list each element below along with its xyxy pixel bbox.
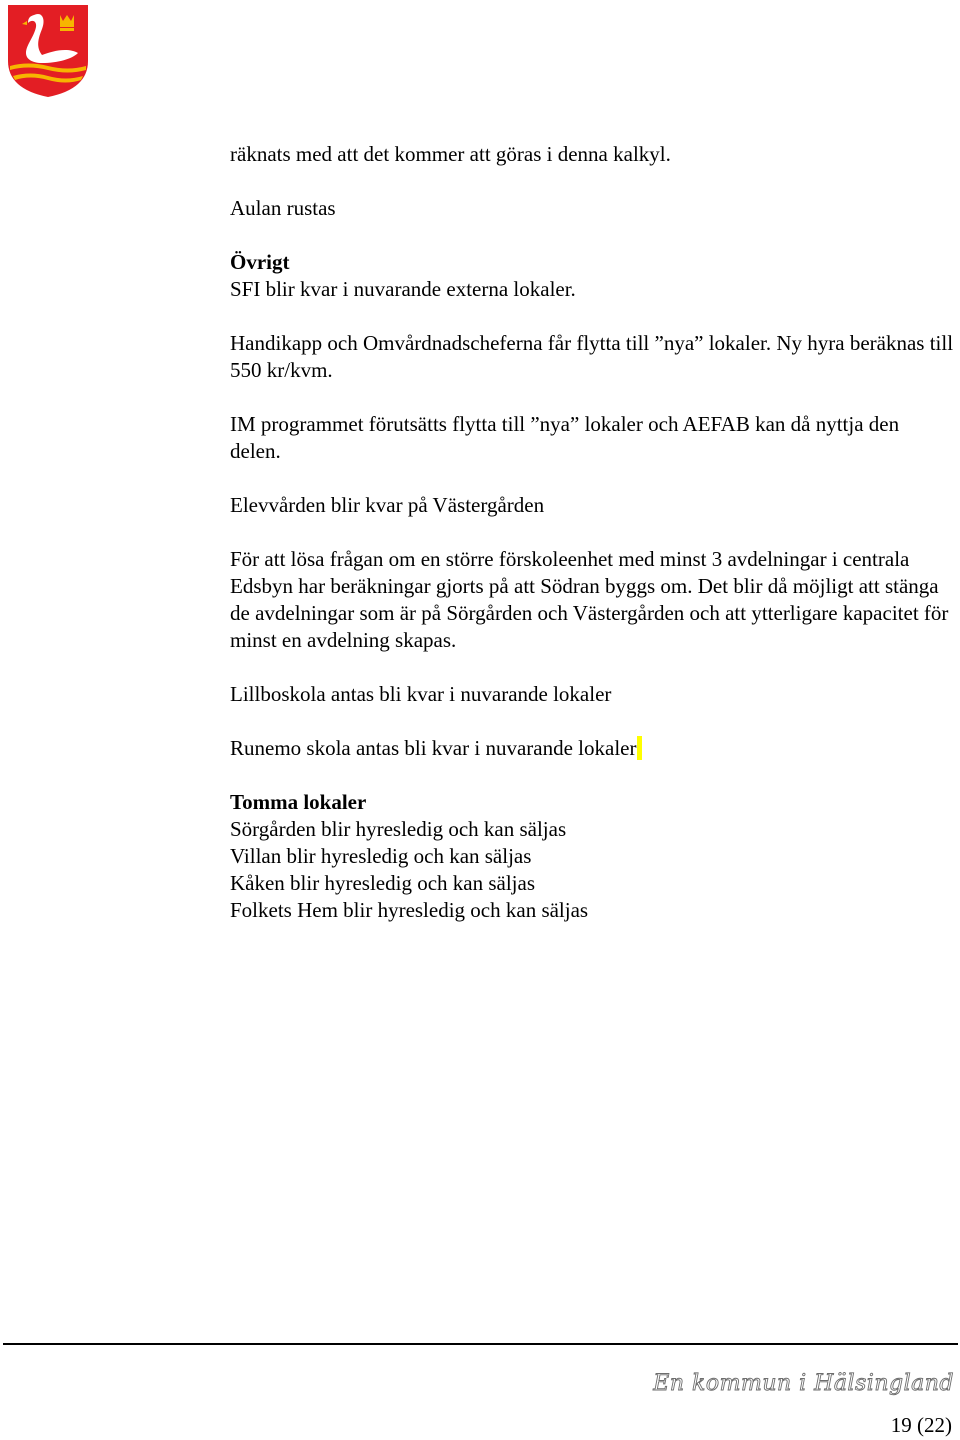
paragraph-forskoleenhet: För att lösa frågan om en större förskoleenhet med minst 3 avdelningar i centrala Edsbyn har beräkningar gjorts på att Södran byggs om. Det blir då möjligt att stänga de avdelningar som är på Sörgården och Västergården och att ytterligare kapacitet för minst en avdelning skapas. — [230, 547, 949, 652]
section-tomma-lokaler — [230, 789, 955, 924]
list-item: Sörgården blir hyresledig och kan säljas — [230, 817, 567, 841]
runemo-text: Runemo skola antas bli kvar i nuvarande lokaler — [230, 736, 637, 760]
list-item: Folkets Hem blir hyresledig och kan säljas — [230, 898, 589, 922]
paragraph-elevvarden: Elevvården blir kvar på Västergården — [230, 493, 545, 517]
heading-ovrigt: Övrigt — [230, 250, 290, 274]
page-number: 19 (22) — [890, 1413, 952, 1437]
paragraph-aulan: Aulan rustas — [230, 196, 336, 220]
footer-tagline: En kommun i Hälsingland — [653, 1371, 954, 1396]
list-item: Villan blir hyresledig och kan säljas — [230, 844, 532, 868]
heading-tomma-lokaler: Tomma lokaler — [230, 790, 367, 814]
section-ovrigt — [230, 249, 955, 303]
coat-of-arms-icon — [6, 3, 90, 99]
paragraph-runemo — [230, 735, 955, 762]
paragraph-lillboskola: Lillboskola antas bli kvar i nuvarande lokaler — [230, 682, 612, 706]
paragraph-handikapp: Handikapp och Omvårdnadscheferna får flytta till ”nya” lokaler. Ny hyra beräknas till 550 kr/kvm. — [230, 331, 954, 382]
document-body — [230, 141, 955, 951]
list-item: Kåken blir hyresledig och kan säljas — [230, 871, 535, 895]
footer-divider — [3, 1343, 958, 1345]
paragraph-kalkyl: räknats med att det kommer att göras i denna kalkyl. — [230, 142, 671, 166]
paragraph-sfi: SFI blir kvar i nuvarande externa lokaler. — [230, 277, 576, 301]
paragraph-im-programmet: IM programmet förutsätts flytta till ”nya” lokaler och AEFAB kan då nyttja den delen. — [230, 412, 900, 463]
text-highlight-mark — [637, 736, 642, 760]
